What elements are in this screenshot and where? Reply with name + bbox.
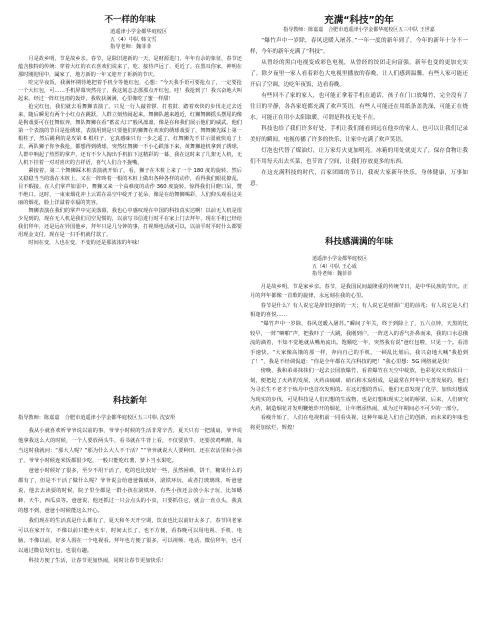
paragraph: 科技方便了生活，让春节更加热闹，同时让春节更加快乐！: [28, 558, 167, 564]
article-body: [250, 283, 468, 434]
article-class-author: 五（4）中队 王心成: [312, 263, 357, 270]
article-2: [250, 14, 468, 234]
article-school: 逍遥津小学金都华庭校区: [312, 256, 368, 262]
article-teacher: 指导老师：魏菲菲: [110, 44, 152, 51]
paragraph: “爆竹声中一岁除，春风送暖入屠苏。”一年一度的新年到了，今年的新年十分不一样，今年的新年充满了“科技”。: [250, 38, 468, 55]
paragraph: 爸爸小时候好了很多，至少不用干活了，吃的也比较好一些，虽然困难，饼干，糖果什么的都有了，但是不干活了做什么呢？爷爷说会给爸爸做纸环，滚铁环玩，或者打玻璃珠，听爸爸说，他去去读耍的时候，院子里全都是一群小孩在滚铁环，有些小孩还会放小东子玩，比如蟋蟀、天牛，西瓜虫等。爸爸说，他还抓过一只会点头的小虫，只要抓住它，就会一直点头，我真的想不到，爸爸小时候能这么开心。: [18, 468, 242, 514]
paragraph: 傍晚，我和弟弟抹抹们一起去公园放爆竹，看着爆竹在天空中绽放，色彩花纹火焰炫目一刻，便把起了火药的发展，火药由硫磺、硝石和木炭组成，是最常在拜年中无善发展的，他们为寻长生不老才于炼丹中也首次发明的。在这幻想的背后，他们无意发现了化学，加快幻想成为现实的步伐，可见科技是人们幻想的生成物，也是幻想和现实之间的桥梁，后来，人们研究火药，制造烟花并发明鞭炮炸开的烟花，让年增添热闹，成为过年期间必不可少的一部分。: [250, 368, 468, 413]
article-4: [250, 236, 468, 634]
article-body: [18, 55, 242, 247]
article-title: 科技感满满的年味: [324, 237, 393, 247]
paragraph: 我从小就喜欢听爷爷说以前的事，爷爷小时候的生活非常辛苦，夏天只有一把蒲扇，爷爷说他拿我这么大的时候，一个人要放两头牛，看书就在牛背上看，不仅要放牛，还要放鸡鸭鹅，每当这时我就问：“那大人呢？”那为什么大人不干活？”“爷爷就说大人要种田，还在农活里和小孩子，爷爷小时候连米饭都很少吃，一般只能吃红薯，萝卜当水果吃。: [18, 428, 242, 464]
article-byline: 指导教师：陈嘉嘉 合肥市逍遥津小学金都华庭校区五三中队 沈安彤: [18, 415, 176, 421]
article-teacher: 指导老师：魏菲菲: [312, 271, 353, 278]
article-byline: 指导教师：陈嘉嘉 合肥市逍遥津小学金都华庭校区五三中队 王世嘉: [283, 27, 435, 33]
article-body: [250, 36, 468, 190]
paragraph: 从曾经的黑白电视变成彩色电视，从曾经的饺团走向富强，新年也变的更加充实了。除夕夜里一家人看着彩色大电视里播放的春晚，让人们感到温馨。有些人家可能还开启了空调，边吃年夜饭，边看春晚。: [250, 60, 468, 88]
paragraph: 时间在变，人也在变，不变的还是那浓浓的年味！: [28, 239, 143, 246]
paragraph: 灯泡也代替了煤油灯，让万家灯火更加明亮。冰箱的用处就更大了，保存食物让我们不用每天出去买菜，也节省了空间，让我们存放更多的东西。: [250, 148, 468, 165]
article-class-author: 五（4）中队 韩文雪: [110, 36, 157, 43]
paragraph: 科技也给了我们许多好处，手机让我们能看到远在他乡的家人，也可以让我们记录美好的瞬间。电视传播了许多的快乐，让家中充满了欢声笑语。: [250, 126, 468, 143]
paragraph: 月是故乡明，节是故乡亲。春节，是除旧迎新的一天，是财源进门、年年有余的象征，春节还蕴含独特的传统：穿着大红的衣衣喜欢们说来了，吃、接待声远了、更近了。在黑耳你家，神明在那时刚迎用中，阖家了，地方新的一年又迎开了祈新的节庆。: [18, 55, 242, 78]
article-title: 充满“科技”的年: [324, 15, 394, 26]
article-title: 不一样的年味: [104, 15, 156, 25]
paragraph: 紧接着，第二个舞狮踩木桩表演就开始了。看，狮子在木桩上来了一个 180 度的旋转，然后又稳稳当当的落在木桩上，又在一阵咚着一根的木桩上做出各种各样的动作，看得我们眼花撩乱，目不暇接。在人们掌声如雷中，舞狮又来一个高难度的动作 360 度旋转，惊得我们目瞪口呆，赞不绝口。这时，一束束烟花冲上云霄在高空中绽开了花朵，像是在给舞狮喝彩，人们仰头观看这美丽的烟花，脸上洋溢着幸福的笑容。: [18, 167, 242, 206]
paragraph: 舞狮表演在我们的掌声中完美落幕，我也心中感叹现在中国的科技真实达啊！以前无人机是很少见到的，现在无人机是我们司空见惯的，以前写书信进行时平在家上门去拜年，现在手机已经给我们拜年，还是远在异国他乡，拜年只是几分钟的事，打视频电话就可以，以前平时平时什么都要用现金支付，现在是一扫手机就付款了。: [18, 207, 242, 238]
paragraph: 有些回不了家的家人，也可能正拿着手机在通话，孩子在门口放爆竹，完全没有了往日的平静，各各家庭都充满了欢声笑语。有些人可能还在用纸条盖洗澡，可能正在烧水。可能正在用小太阳取暖，可谓是科技无处不在。: [250, 93, 468, 121]
article-3: [18, 395, 242, 635]
paragraph: 在这充满科技的时代，百家团圆的节日，我祝大家新年快乐，身体健康，万事如意。: [250, 170, 468, 187]
article-body: [18, 426, 242, 566]
paragraph: 看瘦升始了，人们在电视机前一同看央视，这种年味是人们自己的创新，而未来的年味也将更加炫烂，辉煌！: [250, 415, 468, 431]
article-title: 科技新年: [112, 396, 147, 406]
paragraph: 抢完红包，我们就去看舞狮表演了。只见一行人敲着锣、打着鼓、踏着欢快的步伐走过去近来，随后瞬见有两个小红点在跳跃，人群立刻热闹起来。舞狮队越来越近，红狮舞狮摇头摆尾的像是狗戏耍可在狂舞似奔，舞队舞狮在看“蓄盆大口”般风凛凛，像是在和我们展示他们的威武。他们第一个表演的节目是抢绣球，表演用到是只要他们的狮舞在欢欢的绣球戏耍了，舞舞狮先踩上第一根柱子，然后跳利的是攻第 6 根柱子，它真感味只有一步之遥了，红舞狮先不甘示弱就快追了上去，两队狮子你争我抢，都想得到绣球。突然红舞狮一不小心跌落下来，黄舞狮趁机拿到了绣球，人群中响起了热烈的掌声，还有不少人掏出手机拍下这精彩的一幕，我在这时来了几架无人机，无人机下挂着一对对喜庆的吉祥语，喜气人们合不拢嘴。: [18, 103, 242, 166]
article-1: [18, 14, 242, 406]
article-school: 逍遥津小学金都华庭校区: [110, 29, 168, 35]
paragraph: 我们现在的生活真是什么都有了，夏天和冬天开空调，饮食也比以前好太多了，春节回老家可以在家开车，不像以前只能坐火车，时间太长了，也不方便，看春晚可以用电视、手机、电脑，不像以前，好多人围在一个电视看。拜年也方便了很多，可以视频、电话、微信拜年，也可以通过微信发红包，也很有趣。: [18, 518, 242, 554]
paragraph: 月是故乡明，节是家乡亲。春节，是我国民间最隆重的传统节日，是中华民族的节庆。正月的拜年都像一首歌的旋律，永远刻在我的心里。: [250, 283, 468, 300]
paragraph: 春节是什么？有人说它是辞旧迎新的一天；有人说它是财源广进的前兆；有人说它是人们相逢的喜悦……: [250, 302, 468, 318]
paragraph: “爆竹声中一岁除，春风送暖入屠苏。”瞬间了年关，终于到除上了，五六点钟，天黑的比较早，一阵“噼啪”声，把我吓了一大跳，我刚到户，一阵送入的香气扑鼻而来，我的口水忍俄流的滴着，不知不觉地就从嘴角流出。饱顺吃一年，突然我有说“爸红包啦，只见一个。看清手速快。“大家像高饿的那一样，奔向自己的手机，一顿乱比划后。我兴奋地大喊“我抢到了！”，我是不经调侃道：“你是全年都在关注科技的吧！”我心里想：5G 网络就是快！: [250, 321, 468, 366]
paragraph: 吃完早夜饭，我满怀期待地把着手机全等他红包，心想：“今天我手语可要抢点了，一定要抢一个大红包，可……手机屏幕突然亮了，我这刻志志那那点开红包，哇！我抢到了！我兴奋地大叫起来。经过一阵红包雨的轰炸，我收获满满，心里像吃了蜜一样甜！: [18, 79, 242, 102]
